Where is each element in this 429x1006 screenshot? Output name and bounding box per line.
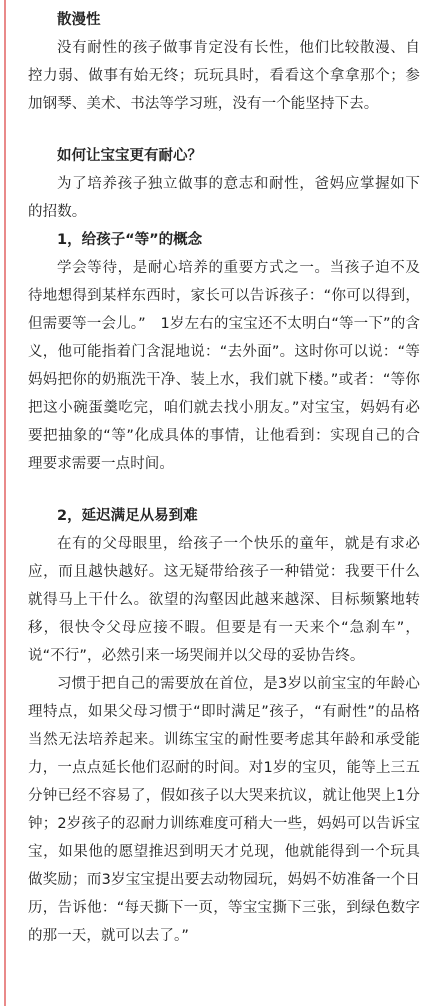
section-title-waiting: 1，给孩子“等”的概念: [57, 232, 203, 248]
section-title-delayed-gratification: 2，延迟满足从易到难: [57, 508, 198, 524]
article-body: [28, 6, 420, 950]
margin-rule: [4, 0, 6, 1006]
paragraph: 没有耐性的孩子做事肯定没有长性，他们比较散漫、自控力弱、做事有始无终；玩玩具时，看看这个拿拿那个；参加钢琴、美术、书法等学习班，没有一个能坚持下去。: [28, 40, 420, 112]
section-title-distraction: 散漫性: [57, 12, 101, 28]
paragraph: 学会等待，是耐心培养的重要方式之一。当孩子迫不及待地想得到某样东西时，家长可以告诉孩子：“你可以得到，但需要等一会儿。” 1岁左右的宝宝还不太明白“等一下”的含义，他可能指着门含混地说：“去外面”。这时你可以说：“等妈妈把你的奶瓶洗干净、装上水，我们就下楼。”或者：“等你把这小碗蛋羹吃完，咱们就去找小朋友。”对宝宝，妈妈有必要把抽象的“等”化成具体的事情，让他看到：实现自己的合理要求需要一点时间。: [28, 260, 420, 472]
paragraph: 为了培养孩子独立做事的意志和耐性，爸妈应掌握如下的招数。: [28, 176, 420, 220]
paragraph: 习惯于把自己的需要放在首位，是3岁以前宝宝的年龄心理特点，如果父母习惯于“即时满足”孩子，“有耐性”的品格当然无法培养起来。训练宝宝的耐性要考虑其年龄和承受能力，一点点延长他们忍耐的时间。对1岁的宝贝，能等上三五分钟已经不容易了，假如孩子以大哭来抗议，就让他哭上1分钟；2岁孩子的忍耐力训练难度可稍大一些，妈妈可以告诉宝宝，如果他的愿望推迟到明天才兑现，他就能得到一个玩具做奖励；而3岁宝宝提出要去动物园玩，妈妈不妨准备一个日历，告诉他：“每天撕下一页，等宝宝撕下三张，到绿色数字的那一天，就可以去了。”: [28, 676, 420, 944]
paragraph: 在有的父母眼里，给孩子一个快乐的童年，就是有求必应，而且越快越好。这无疑带给孩子一种错觉：我要干什么就得马上干什么。欲望的沟壑因此越来越深、目标频繁地转移，很快令父母应接不暇。但要是有一天来个“急刹车”，说“不行”，必然引来一场哭闹并以父母的妥协告终。: [28, 536, 420, 664]
section-title-how-to: 如何让宝宝更有耐心？: [57, 148, 202, 164]
